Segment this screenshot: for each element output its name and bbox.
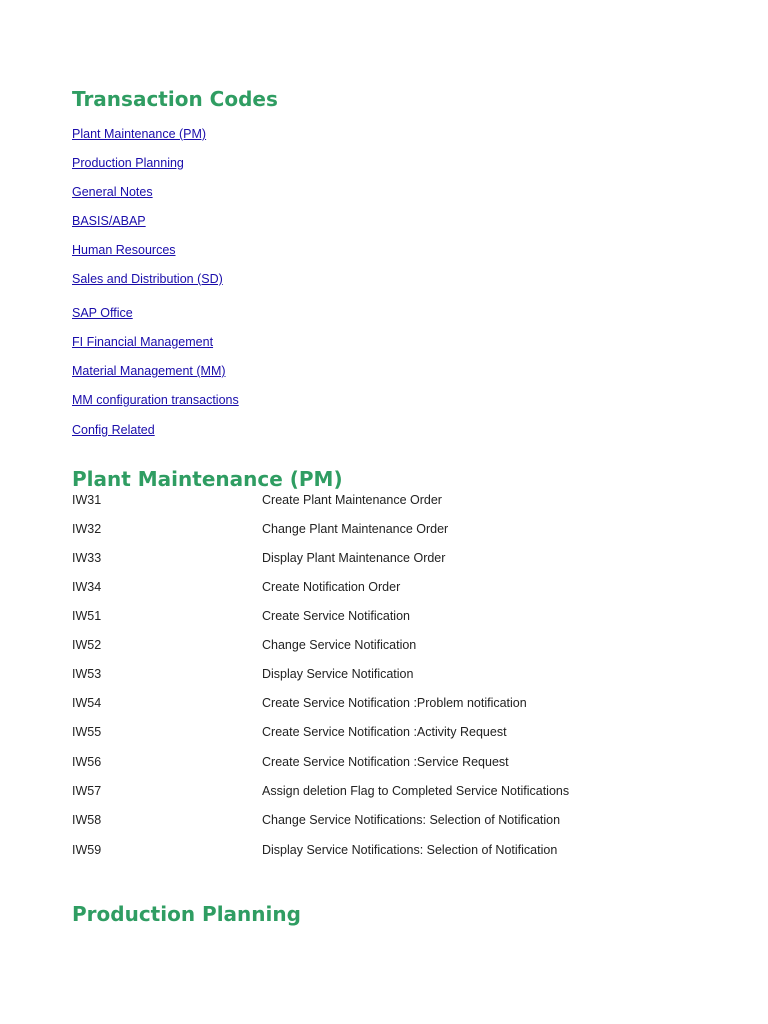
transaction-description: Change Service Notifications: Selection of Notification [262,813,561,827]
toc-link-material-management[interactable]: Material Management (MM) [72,364,226,378]
transaction-description: Display Service Notification [262,667,414,681]
toc-link-general-notes[interactable]: General Notes [72,185,153,199]
toc-link-plant-maintenance[interactable]: Plant Maintenance (PM) [72,127,207,141]
plant-maintenance-heading: Plant Maintenance (PM) [72,467,343,491]
toc-link-mm-configuration[interactable]: MM configuration transactions [72,393,239,407]
toc-link-sap-office[interactable]: SAP Office [72,306,133,320]
toc-link-config-related[interactable]: Config Related [72,423,155,437]
toc-link-production-planning[interactable]: Production Planning [72,156,184,170]
transaction-description: Create Service Notification :Activity Request [262,725,507,739]
transaction-codes-heading: Transaction Codes [72,87,278,111]
transaction-code: IW56 [72,755,102,769]
transaction-code: IW54 [72,696,102,710]
toc-link-human-resources[interactable]: Human Resources [72,243,176,257]
transaction-code: IW57 [72,784,102,798]
transaction-description: Create Service Notification [262,609,410,623]
transaction-code: IW53 [72,667,102,681]
transaction-description: Create Plant Maintenance Order [262,493,442,507]
transaction-description: Create Service Notification :Service Request [262,755,509,769]
transaction-code: IW58 [72,813,102,827]
transaction-code: IW52 [72,638,102,652]
transaction-code: IW51 [72,609,102,623]
transaction-description: Assign deletion Flag to Completed Service Notifications [262,784,570,798]
transaction-code: IW32 [72,522,102,536]
transaction-description: Display Service Notifications: Selection of Notification [262,843,558,857]
transaction-code: IW55 [72,725,102,739]
transaction-code: IW31 [72,493,102,507]
transaction-code: IW59 [72,843,102,857]
transaction-description: Change Plant Maintenance Order [262,522,449,536]
production-planning-heading: Production Planning [72,902,301,926]
toc-link-fi-financial-management[interactable]: FI Financial Management [72,335,214,349]
transaction-code: IW34 [72,580,102,594]
transaction-description: Change Service Notification [262,638,417,652]
transaction-code: IW33 [72,551,102,565]
transaction-description: Create Service Notification :Problem notification [262,696,527,710]
toc-link-basis-abap[interactable]: BASIS/ABAP [72,214,146,228]
transaction-description: Create Notification Order [262,580,401,594]
transaction-description: Display Plant Maintenance Order [262,551,446,565]
toc-link-sales-distribution[interactable]: Sales and Distribution (SD) [72,272,223,286]
